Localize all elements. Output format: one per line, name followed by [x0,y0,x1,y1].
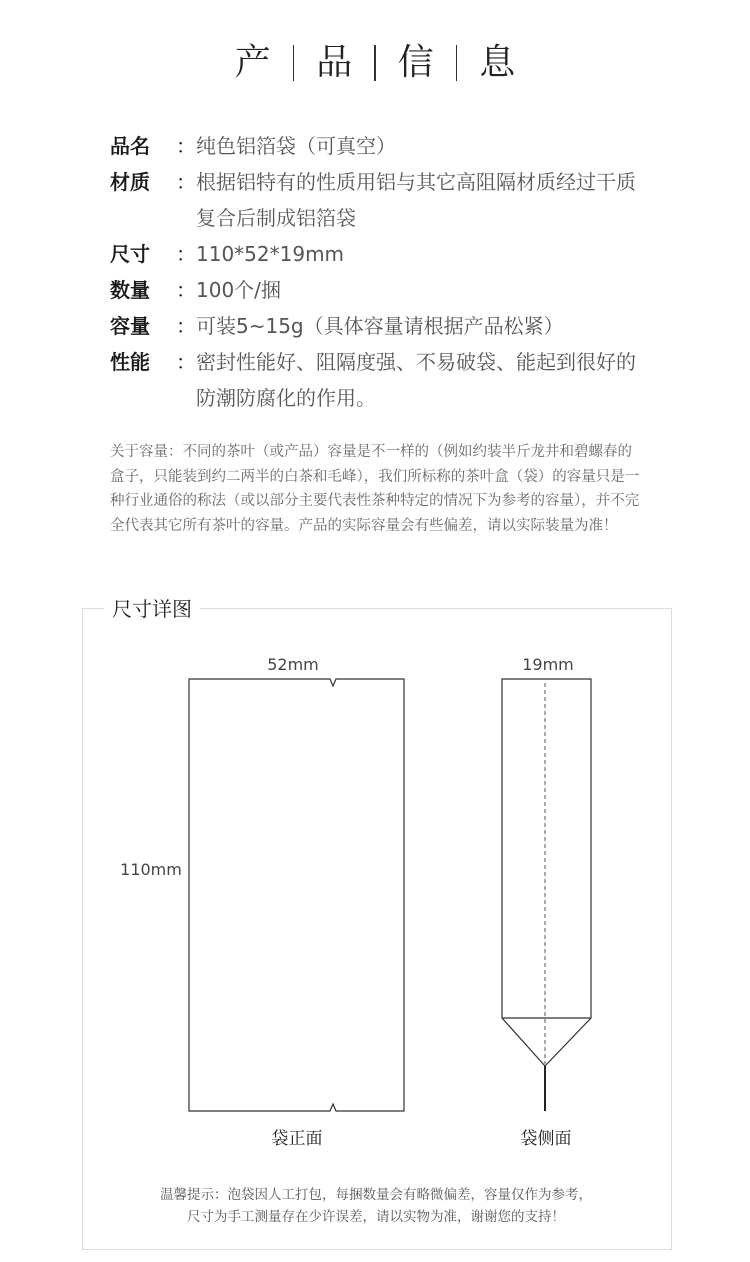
spec-label: 容量 [110,314,150,338]
spec-colon: ： [176,350,196,374]
spec-value: 密封性能好、阻隔度强、不易破袋、能起到很好的防潮防腐化的作用。 [196,350,636,410]
size-section-heading: 尺寸详图 [104,594,200,624]
spec-colon: ： [176,242,196,266]
spec-value: 100个/捆 [196,278,281,302]
warm-tip [82,1184,670,1228]
title-char: 产 [234,42,271,83]
front-width-label: 52mm [267,655,319,674]
spec-colon: ： [176,134,196,158]
side-width-label: 19mm [522,655,574,674]
spec-value: 110*52*19mm [196,242,345,266]
title-char: 息 [479,42,516,83]
bag-front-outline [189,679,404,1111]
spec-label: 尺寸 [110,242,150,266]
title-char: 品 [316,42,353,83]
bag-side-outline [502,679,591,1111]
spec-value: 可装5~15g（具体容量请根据产品松紧） [196,314,564,338]
spec-colon: ： [176,170,196,194]
side-caption: 袋侧面 [520,1129,572,1149]
spec-label: 数量 [110,278,150,302]
title-char: 信 [397,42,434,83]
front-height-label: 110mm [120,860,182,879]
spec-label: 材质 [110,170,150,194]
spec-colon: ： [176,314,196,338]
spec-colon: ： [176,278,196,302]
spec-label: 品名 [110,134,150,158]
tip-line: 温馨提示：泡袋因人工打包，每捆数量会有略微偏差，容量仅作为参考， [160,1187,592,1203]
front-caption: 袋正面 [271,1129,323,1149]
spec-value: 根据铝特有的性质用铝与其它高阻隔材质经过干质复合后制成铝箔袋 [196,170,636,230]
spec-label: 性能 [110,350,150,374]
tip-line: 尺寸为手工测量存在少许误差，请以实物为准，谢谢您的支持！ [187,1209,565,1225]
spec-value: 纯色铝箔袋（可真空） [196,134,396,158]
capacity-note: 关于容量：不同的茶叶（或产品）容量是不一样的（例如约装半斤龙井和碧螺春的盒子，只能装到约二两半的白茶和毛峰），我们所标称的茶叶盒（袋）的容量只是一种行业通俗的称法（或以部分主要代表性茶种特定的情况下为参考的容量），并不完全代表其它所有茶叶的容量。产品的实际容量会有些偏差，请以实际装量为准！ [110,444,640,534]
